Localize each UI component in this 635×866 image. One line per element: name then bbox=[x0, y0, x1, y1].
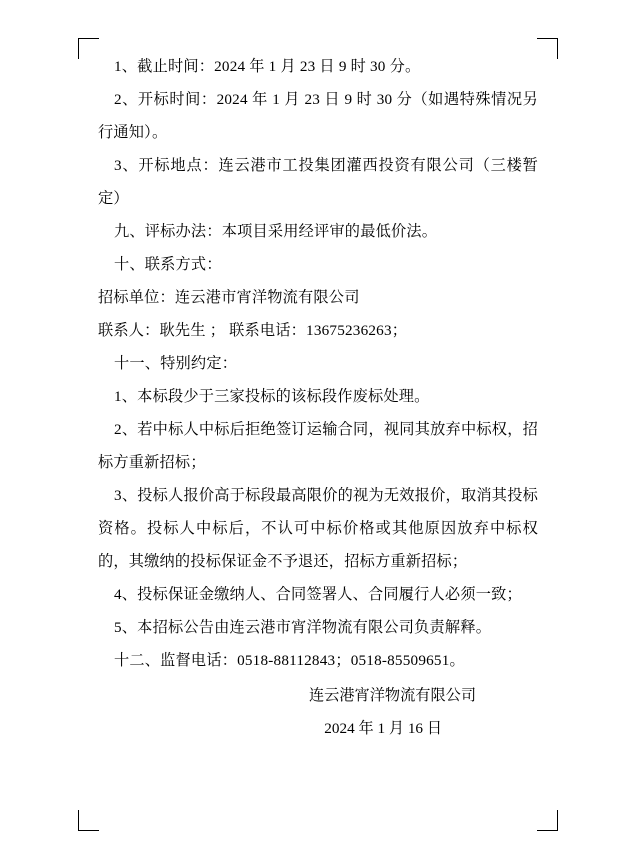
paragraph-bid-opening-place: 3、开标地点：连云港市工投集团灌西投资有限公司（三楼暂定） bbox=[98, 157, 538, 207]
paragraph-special-item-1: 1、本标段少于三家投标的该标段作废标处理。 bbox=[114, 388, 430, 405]
signature-date: 2024 年 1 月 16 日 bbox=[324, 720, 442, 737]
document-body bbox=[98, 50, 538, 745]
paragraph-contact-heading: 十、联系方式： bbox=[114, 256, 222, 273]
crop-mark-top-left bbox=[78, 38, 99, 59]
paragraph-deadline-time: 1、截止时间：2024 年 1 月 23 日 9 时 30 分。 bbox=[114, 58, 421, 75]
crop-mark-top-right bbox=[537, 38, 558, 59]
paragraph-supervision-phone: 十二、监督电话：0518-88112843；0518-85509651。 bbox=[114, 652, 465, 669]
paragraph-special-item-3: 3、投标人报价高于标段最高限价的视为无效报价，取消其投标资格。投标人中标后，不认可中标价格或其他原因放弃中标权的，其缴纳的投标保证金不予退还，招标方重新招标； bbox=[98, 487, 538, 570]
paragraph-bid-opening-time: 2、开标时间：2024 年 1 月 23 日 9 时 30 分（如遇特殊情况另行通知）。 bbox=[98, 91, 538, 141]
paragraph-special-item-2: 2、若中标人中标后拒绝签订运输合同，视同其放弃中标权，招标方重新招标； bbox=[98, 421, 538, 471]
paragraph-special-item-5: 5、本招标公告由连云港市宵洋物流有限公司负责解释。 bbox=[114, 619, 492, 636]
paragraph-special-heading: 十一、特别约定： bbox=[114, 355, 238, 372]
signature-block bbox=[98, 679, 538, 745]
crop-mark-bottom-left bbox=[78, 810, 99, 831]
paragraph-tender-unit: 招标单位：连云港市宵洋物流有限公司 bbox=[98, 289, 360, 306]
paragraph-special-item-4: 4、投标保证金缴纳人、合同签署人、合同履行人必须一致； bbox=[114, 586, 522, 603]
paragraph-evaluation-method: 九、评标办法：本项目采用经评审的最低价法。 bbox=[114, 223, 438, 240]
paragraph-contact-person: 联系人：耿先生 ； 联系电话：13675236263； bbox=[98, 322, 408, 339]
crop-mark-bottom-right bbox=[537, 810, 558, 831]
signature-company: 连云港宵洋物流有限公司 bbox=[308, 687, 476, 704]
